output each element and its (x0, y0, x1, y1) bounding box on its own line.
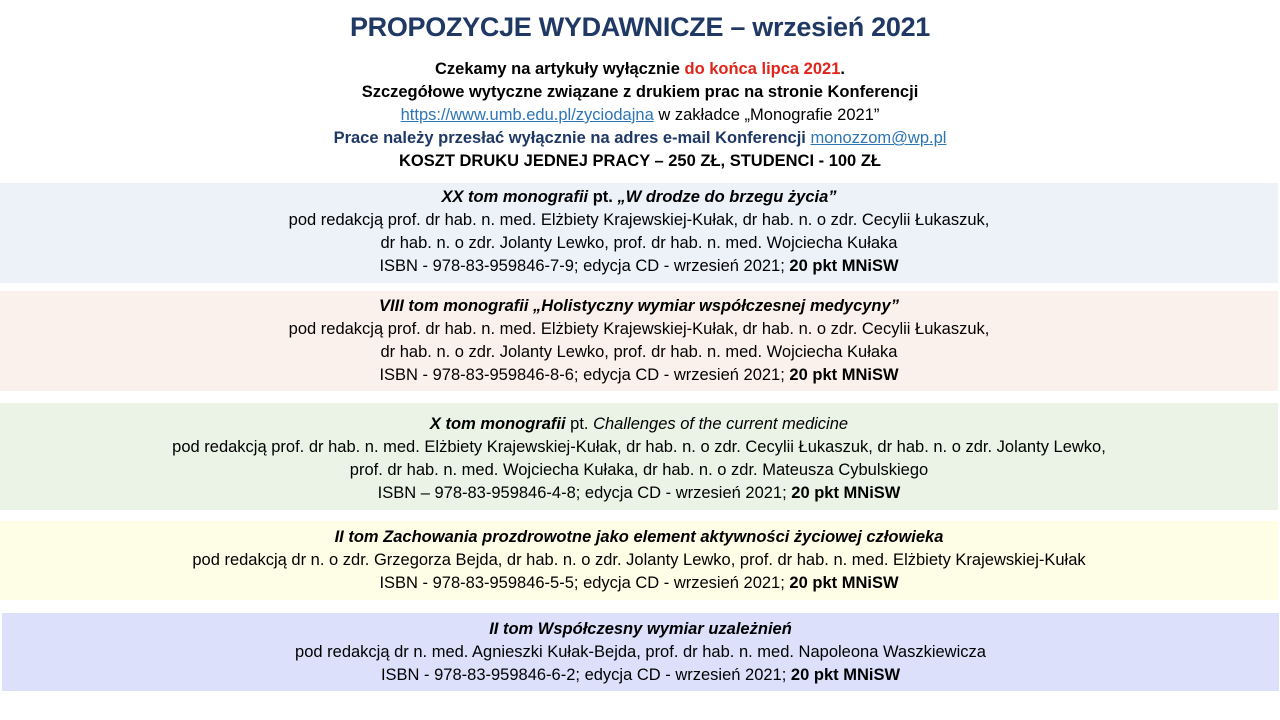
publication-points: 20 pkt MNiSW (789, 574, 899, 592)
publication-isbn-line (0, 572, 1278, 595)
publication-title-connector: pt. (588, 188, 618, 206)
publication-title-connector: pt. (565, 415, 594, 433)
publication-volume: XX tom monografii (441, 188, 589, 206)
conference-website-link[interactable]: https://www.umb.edu.pl/zyciodajna (400, 106, 654, 124)
publication-editors: prof. dr hab. n. med. Wojciecha Kułaka, dr hab. n. o zdr. Mateusza Cybulskiego (349, 461, 929, 479)
deadline-date: do końca lipca 2021 (684, 60, 841, 78)
publication-isbn-line (0, 255, 1278, 278)
deadline-line (0, 58, 1280, 81)
publication-volume: X tom monografii (429, 415, 566, 433)
publication-editors: dr hab. n. o zdr. Jolanty Lewko, prof. dr hab. n. med. Wojciecha Kułaka (380, 234, 898, 252)
website-tab-text: w zakładce „Monografie 2021” (653, 106, 880, 124)
publication-editors: pod redakcją prof. dr hab. n. med. Elżbiety Krajewskiej-Kułak, dr hab. n. o zdr. Cecylii Łukaszuk, (288, 211, 990, 229)
publication-name: II tom Współczesny wymiar uzależnień (489, 620, 792, 638)
deadline-period: . (840, 60, 845, 78)
website-line (0, 104, 1280, 127)
publication-points: 20 pkt MNiSW (790, 666, 901, 684)
publication-isbn: ISBN - 978-83-959846-7-9; edycja CD - wrzesień 2021; (379, 257, 790, 275)
publication-block-1 (0, 183, 1278, 283)
publication-editors: pod redakcją prof. dr hab. n. med. Elżbiety Krajewskiej-Kułak, dr hab. n. o zdr. Cecylii Łukaszuk, (288, 320, 990, 338)
publication-editors: pod redakcją prof. dr hab. n. med. Elżbiety Krajewskiej-Kułak, dr hab. n. o zdr. Cecylii Łukaszuk, dr hab. n. o zdr. Jolanty Lewko, (172, 438, 1106, 456)
publication-title (0, 295, 1278, 318)
publication-isbn: ISBN – 978-83-959846-4-8; edycja CD - wrzesień 2021; (377, 484, 792, 502)
publication-isbn: ISBN - 978-83-959846-8-6; edycja CD - wrzesień 2021; (379, 366, 790, 384)
publication-block-5 (2, 613, 1279, 691)
publication-name: II tom Zachowania prozdrowotne jako element aktywności życiowej człowieka (334, 528, 944, 546)
deadline-text: Czekamy na artykuły wyłącznie (435, 60, 685, 78)
email-line (0, 127, 1280, 150)
publication-editors: pod redakcją dr n. o zdr. Grzegorza Bejda, dr hab. n. o zdr. Jolanty Lewko, prof. dr hab. n. med. Elżbiety Krajewskiej-Kułak (192, 551, 1086, 569)
publication-isbn-line (2, 664, 1279, 687)
publication-title (0, 526, 1278, 549)
publication-isbn: ISBN - 978-83-959846-6-2; edycja CD - wrzesień 2021; (380, 666, 791, 684)
publication-editors: pod redakcją dr n. med. Agnieszki Kułak-Bejda, prof. dr hab. n. med. Napoleona Waszkiewicza (295, 643, 986, 661)
guidelines-line: Szczegółowe wytyczne związane z drukiem prac na stronie Konferencji (361, 83, 919, 101)
publication-block-4 (0, 521, 1278, 600)
publication-isbn-line (0, 364, 1278, 387)
publication-points: 20 pkt MNiSW (789, 257, 899, 275)
email-instruction: Prace należy przesłać wyłącznie na adres e-mail Konferencji (333, 129, 811, 147)
publication-block-2 (0, 291, 1278, 391)
conference-email-link[interactable]: monozzom@wp.pl (810, 129, 947, 147)
print-cost-line: KOSZT DRUKU JEDNEJ PRACY – 250 ZŁ, STUDENCI - 100 ZŁ (399, 152, 881, 170)
publication-title (0, 413, 1278, 436)
publication-editors: dr hab. n. o zdr. Jolanty Lewko, prof. dr hab. n. med. Wojciecha Kułaka (380, 343, 898, 361)
publication-isbn-line (0, 482, 1278, 505)
publication-title (2, 618, 1279, 641)
publication-name: Challenges of the current medicine (593, 415, 849, 433)
publication-points: 20 pkt MNiSW (789, 366, 899, 384)
publication-block-3 (0, 403, 1278, 510)
page-title: PROPOZYCJE WYDAWNICZE – wrzesień 2021 (349, 12, 931, 42)
intro-section (0, 58, 1280, 173)
publication-name: „W drodze do brzegu życia” (617, 188, 837, 206)
publication-title (0, 186, 1278, 209)
publication-points: 20 pkt MNiSW (791, 484, 901, 502)
publication-isbn: ISBN - 978-83-959846-5-5; edycja CD - wrzesień 2021; (379, 574, 790, 592)
publication-name: VIII tom monografii „Holistyczny wymiar współczesnej medycyny” (379, 297, 899, 315)
